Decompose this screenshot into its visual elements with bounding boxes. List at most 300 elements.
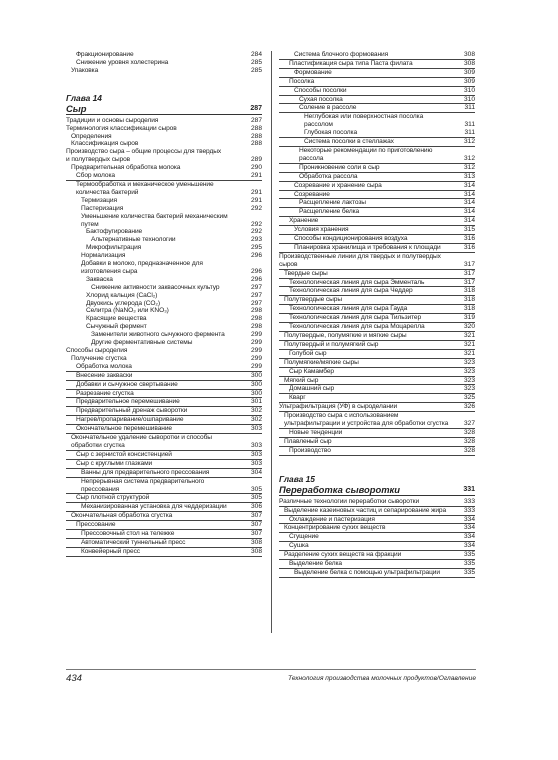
toc-entry-page: 334 [463,533,475,541]
toc-entry-page: 314 [463,190,475,198]
toc-entry-page: 319 [463,314,475,322]
toc-entry-page: 303 [250,441,262,449]
toc-entry[interactable] [279,507,475,516]
toc-entry-page: 333 [463,497,475,505]
toc-entry-page: 312 [463,154,475,162]
toc-entry-title: Мягкий сыр [284,376,319,384]
toc-entry[interactable] [279,377,475,386]
toc-entry-title: Конвейерный пресс [81,547,140,555]
toc-entry[interactable] [66,140,262,148]
toc-entry-title: Сыр с круглыми глазками [76,459,153,467]
toc-entry-page: 314 [463,199,475,207]
toc-entry-page: 316 [463,235,475,243]
toc-entry-title: Упаковка [71,66,99,74]
toc-entry[interactable] [279,420,475,429]
footer-page-number: 434 [66,673,83,684]
toc-entry-title: Разделение сухих веществ на фракции [284,551,402,559]
toc-entry-page: 303 [250,459,262,467]
toc-entry[interactable] [279,438,475,447]
toc-entry-page: 299 [250,331,262,339]
toc-entry-title: Охлаждение и пастеризация [289,515,375,523]
toc-entry-title: Красящие вещества [86,315,147,323]
toc-entry[interactable] [279,332,475,341]
toc-entry[interactable] [279,217,475,226]
toc-entry-title: сыров [279,260,298,268]
toc-entry[interactable] [279,560,475,569]
toc-entry[interactable] [279,429,475,438]
toc-entry-title: Новые тенденции [289,428,343,436]
toc-entry[interactable] [279,261,475,270]
toc-entry-page: 307 [250,512,262,520]
toc-entry[interactable] [279,359,475,368]
toc-entry[interactable] [279,385,475,394]
toc-entry-page: 288 [250,140,262,148]
toc-right-column [279,51,475,578]
toc-entry[interactable] [66,539,262,548]
toc-entry-title: Способы сыроделия [66,347,128,354]
toc-entry-title: Сухая посолка [299,95,343,103]
toc-entry-title: Сычужный фермент [86,323,147,331]
toc-entry-title: Различные технологии переработки сыворотки [279,497,420,505]
toc-entry-title: Выделение белка [289,560,342,568]
toc-entry[interactable] [279,323,475,332]
toc-entry-page: 288 [250,124,262,132]
toc-entry[interactable] [66,548,262,557]
toc-entry-page: 334 [463,542,475,550]
toc-entry[interactable] [279,113,475,121]
toc-entry[interactable] [279,51,475,60]
toc-entry-title: Термизация [81,196,117,204]
toc-entry-title: Способы кондиционирования воздуха [294,235,408,243]
toc-entry[interactable] [66,486,262,495]
toc-entry[interactable] [66,355,262,363]
toc-entry-page: 327 [463,420,475,428]
toc-entry[interactable] [66,451,262,460]
toc-entry-page: 314 [463,217,475,225]
toc-entry[interactable] [279,447,475,456]
toc-entry-page: 292 [250,228,262,236]
toc-entry[interactable] [66,213,262,221]
toc-entry-page: 299 [250,362,262,370]
toc-entry[interactable] [279,199,475,208]
toc-entry-title: Хлорид кальция (CaCl₂) [86,291,158,299]
toc-entry-title: Выделение казеиновых частиц и сепарирование жира [284,506,447,514]
toc-entry-title: Непрерывная система предварительного [81,477,205,485]
toc-entry[interactable] [66,425,262,434]
toc-entry-page: 298 [250,307,262,315]
toc-entry-title: Производство [289,446,331,454]
toc-entry[interactable] [279,69,475,78]
toc-entry-title: Снижение уровня холестерина [76,58,169,66]
toc-entry[interactable] [279,412,475,420]
toc-entry-title: Хранение [289,217,319,225]
toc-entry-page: 318 [463,296,475,304]
toc-entry-title: Сыр с зернистой консистенцией [76,450,172,458]
toc-entry[interactable] [279,129,475,138]
toc-left-column [66,51,262,557]
toc-entry[interactable] [66,434,262,442]
toc-entry[interactable] [66,221,262,229]
toc-entry[interactable] [66,164,262,172]
toc-entry-page: 307 [250,530,262,538]
toc-entry[interactable] [279,235,475,244]
toc-entry-title: изготовления сыра [81,267,138,275]
toc-entry-page: 328 [463,428,475,436]
toc-entry-page: 307 [250,521,262,529]
toc-entry-title: рассола [299,154,324,162]
toc-entry[interactable] [66,189,262,197]
toc-entry[interactable] [66,228,262,236]
toc-entry[interactable] [279,394,475,403]
toc-entry-page: 328 [463,446,475,454]
toc-entry-title: Обработка рассола [299,172,358,180]
toc-entry[interactable] [279,403,475,412]
toc-entry-page: 303 [250,450,262,458]
toc-entry-page: 300 [250,389,262,397]
toc-entry[interactable] [66,503,262,512]
toc-entry-page: 309 [463,68,475,76]
toc-entry-title: Обработка молока [76,362,132,370]
toc-entry-title: Соление в рассоле [299,104,357,112]
toc-entry[interactable] [279,314,475,323]
toc-entry[interactable] [66,512,262,521]
toc-entry[interactable] [66,398,262,407]
toc-entry[interactable] [66,260,262,268]
toc-entry-title: Ультрафильтрация (УФ) в сыроделании [279,403,398,411]
toc-entry-title: Разрезание сгустка [76,389,134,397]
toc-entry[interactable] [279,569,475,578]
toc-entry[interactable] [279,104,475,113]
toc-entry-page: 323 [463,358,475,366]
toc-entry[interactable] [279,270,475,279]
toc-entry[interactable] [66,252,262,260]
toc-entry[interactable] [66,51,262,59]
toc-entry-page: 298 [250,315,262,323]
toc-entry-page: 296 [250,252,262,260]
toc-entry[interactable] [66,67,262,75]
toc-entry-title: Окончательное удаление сыворотки и способы [71,434,212,442]
toc-entry-page: 291 [250,188,262,196]
toc-entry-page: 285 [250,66,262,74]
toc-entry-title: Традиции и основы сыроделия [66,116,159,124]
toc-entry-title: Ванны для предварительного прессования [81,468,210,476]
toc-entry[interactable] [279,208,475,217]
toc-entry-title: Сыр Камамбер [289,367,335,375]
toc-entry-title: Окончательная обработка сгустка [71,512,173,520]
toc-entry-page: 318 [463,287,475,295]
toc-entry-title: Микрофильтрация [86,244,142,252]
toc-entry-page: 293 [250,236,262,244]
toc-entry-page: 285 [250,58,262,66]
footer-rule [66,669,476,670]
toc-entry-title: Технологическая линия для сыра Чеддер [289,287,413,295]
toc-entry-title: Технологическая линия для сыра Эмменталь [289,278,425,286]
toc-entry[interactable] [279,350,475,359]
chapter-page-number: 331 [463,485,475,493]
toc-entry-page: 292 [250,204,262,212]
toc-entry-page: 296 [250,275,262,283]
toc-entry-page: 335 [463,560,475,568]
toc-entry[interactable] [66,133,262,141]
toc-entry-title: Прессование [76,521,116,529]
toc-entry[interactable] [66,381,262,390]
toc-entry[interactable] [66,117,262,125]
toc-entry-title: Проникновение соли в сыр [299,163,380,171]
toc-entry-title: Кварг [289,394,306,402]
toc-entry[interactable] [279,138,475,147]
toc-entry-page: 333 [463,506,475,514]
toc-entry-page: 309 [463,77,475,85]
toc-entry-title: рассолом [304,121,333,129]
toc-entry-page: 300 [250,380,262,388]
toc-entry[interactable] [279,253,475,261]
toc-entry-page: 317 [463,269,475,277]
toc-entry-page: 303 [250,425,262,433]
toc-entry[interactable] [66,339,262,347]
toc-entry-page: 292 [250,220,262,228]
toc-entry[interactable] [279,498,475,507]
toc-entry-title: Добавки в молоко, предназначенное для [81,260,203,268]
toc-entry-page: 306 [250,503,262,511]
toc-entry[interactable] [279,155,475,164]
toc-entry-title: Альтернативные технологии [91,236,176,244]
toc-entry-title: ультрафильтрации и устройства для обработки сгустка [284,420,449,428]
toc-entry[interactable] [66,268,262,276]
chapter-title[interactable] [279,484,475,496]
toc-entry[interactable] [66,244,262,252]
toc-entry-title: Производство сыра с использованием [284,412,399,420]
toc-entry-title: Фракционирование [76,51,134,58]
toc-entry-page: 308 [250,538,262,546]
toc-entry-title: Добавки и сычужное свертывание [76,380,178,388]
toc-entry-page: 334 [463,515,475,523]
toc-entry-page: 313 [463,172,475,180]
column-divider [271,51,272,633]
toc-entry-title: Снижение активности заквасочных культур [91,283,220,291]
toc-entry-title: Бактофугирование [86,228,143,236]
toc-entry-page: 323 [463,367,475,375]
toc-entry[interactable] [279,279,475,288]
toc-entry[interactable] [66,307,262,315]
toc-entry[interactable] [66,478,262,486]
chapter-title[interactable] [66,103,262,115]
toc-entry-title: Нагрев/пропаривание/ошпаривание [76,416,184,424]
toc-entry-page: 312 [463,138,475,146]
toc-entry-page: 290 [250,164,262,172]
toc-entry[interactable] [66,331,262,339]
toc-entry-page: 325 [463,394,475,402]
toc-entry[interactable] [279,368,475,377]
toc-entry-title: Планировка хранилища и требования к площади [294,243,441,251]
toc-entry-title: Концентрирование сухих веществ [284,524,386,532]
toc-entry[interactable] [279,226,475,235]
toc-entry-title: Технологическая линия для сыра Гауда [289,305,408,313]
toc-entry-title: Созревание и хранение сыра [294,181,382,189]
toc-entry-page: 287 [250,116,262,124]
toc-entry[interactable] [279,164,475,173]
toc-entry[interactable] [66,347,262,355]
toc-entry-page: 298 [250,323,262,331]
toc-entry-title: Терминология классификации сыров [66,124,177,132]
toc-entry[interactable] [66,292,262,300]
toc-entry-title: Другие ферментативные системы [91,339,193,347]
toc-entry[interactable] [279,96,475,105]
toc-entry[interactable] [279,173,475,182]
toc-entry[interactable] [279,182,475,191]
toc-entry-title: Расщепление белка [299,208,360,216]
toc-entry[interactable] [66,390,262,399]
toc-entry-title: Автоматический туннельный пресс [81,538,186,546]
toc-entry[interactable] [279,341,475,350]
toc-entry-title: Предварительная обработка молока [71,164,181,172]
toc-entry-page: 315 [463,226,475,234]
toc-entry-title: Механизированная установка для чеддеризации [81,503,227,511]
toc-entry-title: Некоторые рекомендации по приготовлению [299,146,433,154]
toc-entry-page: 318 [463,305,475,313]
toc-entry-page: 323 [463,385,475,393]
toc-entry[interactable] [66,148,262,156]
toc-entry-title: Полумягкие/мягкие сыры [284,358,359,366]
toc-entry[interactable] [279,287,475,296]
toc-entry-page: 310 [463,95,475,103]
toc-entry-page: 312 [463,163,475,171]
toc-entry[interactable] [66,236,262,244]
toc-entry-page: 291 [250,196,262,204]
toc-entry-page: 284 [250,51,262,58]
toc-entry[interactable] [279,551,475,560]
toc-entry[interactable] [66,469,262,478]
toc-entry[interactable] [66,442,262,451]
toc-entry[interactable] [279,305,475,314]
toc-entry-title: Определения [71,132,112,140]
toc-entry[interactable] [66,416,262,425]
toc-entry-title: Окончательное перемешивание [76,425,172,433]
chapter-label: Глава 15 [279,473,315,484]
toc-entry-page: 305 [250,485,262,493]
toc-entry-page: 304 [250,468,262,476]
toc-entry-title: количества бактерий [76,188,139,196]
toc-entry-title: Термообработка и механическое уменьшение [76,180,214,188]
toc-entry-page: 311 [464,104,475,112]
toc-entry-title: Получение сгустка [71,354,127,362]
toc-entry-title: Выделение белка с помощью ультрафильтрации [294,568,440,576]
toc-entry-title: Сушка [289,542,309,550]
toc-entry-title: Созревание [294,190,330,198]
toc-entry-page: 310 [463,86,475,94]
toc-entry[interactable] [279,191,475,200]
toc-entry[interactable] [66,323,262,331]
toc-entry[interactable] [279,533,475,542]
toc-entry-title: Неглубокая или поверхностная посолка [304,113,424,121]
toc-entry-page: 314 [463,208,475,216]
toc-entry[interactable] [66,156,262,164]
toc-entry[interactable] [66,460,262,469]
toc-entry[interactable] [279,147,475,155]
toc-entry[interactable] [279,542,475,551]
toc-entry[interactable] [66,530,262,539]
toc-entry-title: Предварительное перемешивание [76,398,180,406]
toc-entry-title: Нормализация [81,252,126,260]
toc-entry-page: 299 [250,339,262,347]
toc-entry-title: Полутвердые, полумягкие и мягкие сыры [284,332,407,339]
toc-entry[interactable] [279,244,475,253]
toc-entry-page: 295 [250,244,262,252]
toc-entry[interactable] [66,205,262,213]
chapter-label: Глава 14 [66,92,102,103]
toc-entry-title: Способы посолки [294,86,347,94]
toc-entry-title: Сбор молока [76,172,115,180]
toc-entry-page: 334 [463,524,475,532]
toc-entry-title: Глубокая посолка [304,129,358,137]
toc-entry-page: 335 [463,551,475,559]
toc-entry-title: Сгущение [289,533,319,541]
toc-entry-title: Пластификация сыра типа Паста филата [289,59,413,67]
toc-entry-page: 317 [463,260,475,268]
toc-entry[interactable] [66,284,262,292]
toc-entry[interactable] [279,121,475,129]
toc-entry-title: Производственные линии для твердых и полутвердых [279,252,441,260]
toc-entry[interactable] [66,363,262,372]
toc-entry[interactable] [66,372,262,381]
toc-entry-page: 317 [463,278,475,286]
toc-entry-page: 305 [250,494,262,502]
toc-entry-page: 308 [463,59,475,67]
toc-entry-page: 299 [250,347,262,354]
toc-entry-page: 297 [250,299,262,307]
toc-entry-title: Система блочного формования [294,51,389,58]
toc-entry-page: 311 [464,129,475,137]
toc-entry[interactable] [279,516,475,525]
toc-entry-title: Внесение закваски [76,371,133,379]
toc-entry[interactable] [279,60,475,69]
toc-entry-title: Сыр плотной структурой [76,494,150,502]
toc-entry[interactable] [66,300,262,308]
toc-entry-page: 326 [463,403,475,411]
toc-entry[interactable] [66,181,262,189]
toc-entry[interactable] [279,87,475,96]
toc-entry-title: Двуокись углерода (CO₂) [86,299,160,307]
footer-book-title: Технология производства молочных продуктов/Оглавление [288,675,476,682]
toc-entry-page: 321 [463,340,475,348]
toc-entry-page: 316 [463,243,475,251]
toc-entry-title: Селитра (NaNO₃ или KNO₃) [86,307,169,315]
toc-entry-title: Производство сыра – общие процессы для твердых [66,148,222,156]
toc-entry[interactable] [279,296,475,305]
toc-entry-title: Технологическая линия для сыра Моцарелла [289,323,425,331]
toc-entry[interactable] [66,125,262,133]
toc-entry[interactable] [279,524,475,533]
toc-entry[interactable] [66,407,262,416]
toc-entry-page: 299 [250,354,262,362]
toc-entry-page: 308 [250,547,262,555]
toc-entry-page: 297 [250,291,262,299]
toc-entry-title: Расщепление лактозы [299,199,366,207]
toc-entry[interactable] [66,172,262,181]
toc-entry-title: Технологическая линия для сыра Тильзитер [289,314,422,322]
toc-entry-page: 296 [250,267,262,275]
toc-entry[interactable] [66,315,262,323]
toc-entry[interactable] [279,78,475,87]
toc-entry-page: 300 [250,371,262,379]
toc-entry-title: Посолка [289,77,315,85]
toc-entry-title: прессования [81,485,120,493]
toc-entry[interactable] [66,521,262,530]
toc-entry[interactable] [66,276,262,284]
toc-entry[interactable] [66,59,262,67]
toc-entry-page: 328 [463,437,475,445]
toc-entry[interactable] [66,197,262,205]
toc-entry[interactable] [66,494,262,503]
